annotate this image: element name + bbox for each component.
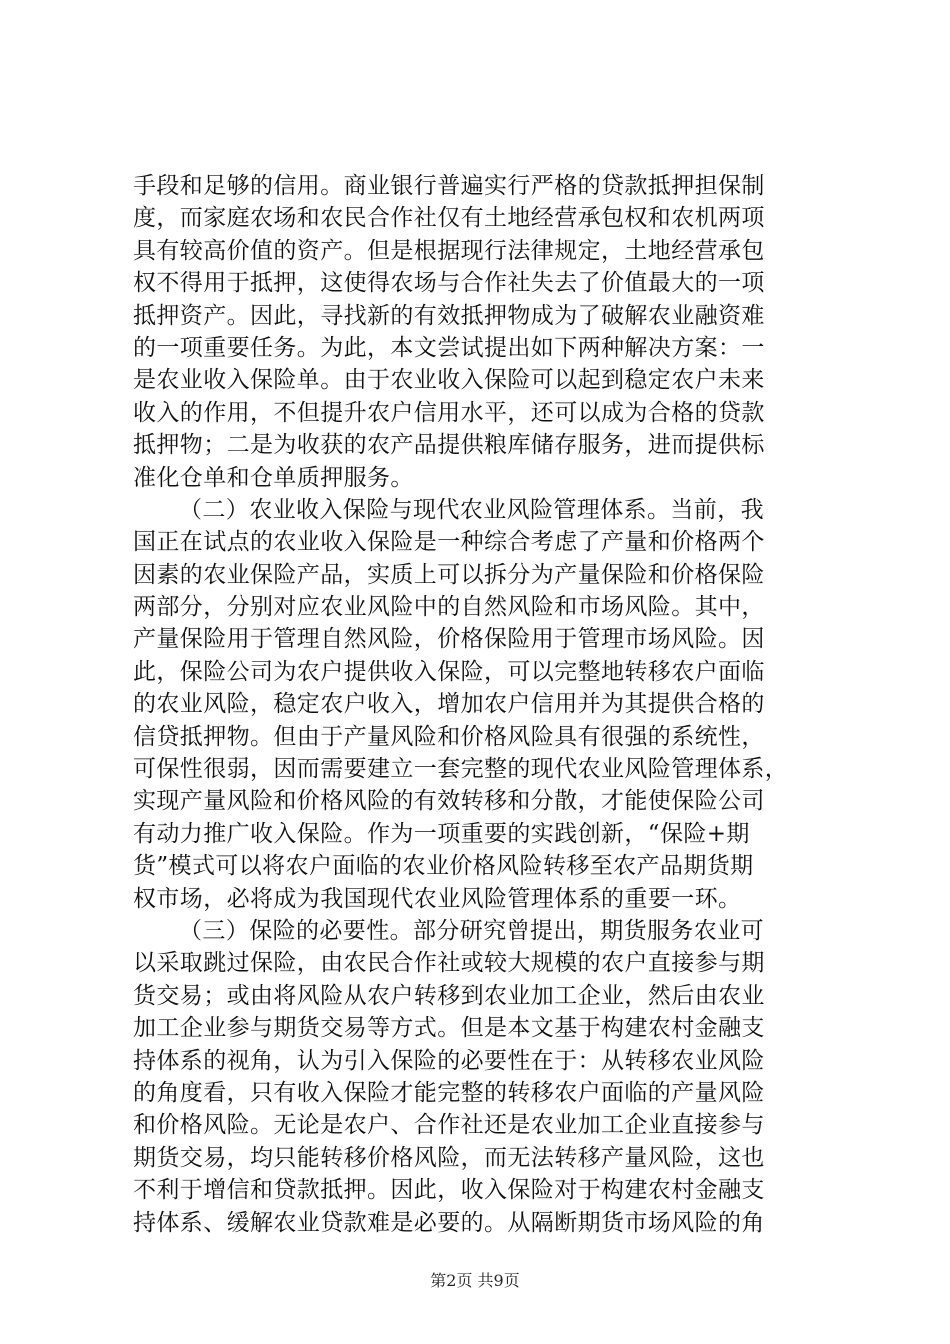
text-line: 具有较高价值的资产。但是根据现行法律规定，土地经营承包 [133,237,765,264]
text-line: 加工企业参与期货交易等方式。但是本文基于构建农村金融支 [133,1015,765,1042]
text-line: 的一项重要任务。为此，本文尝试提出如下两种解决方案：一 [133,334,765,361]
text-line: 实现产量风险和价格风险的有效转移和分散，才能使保险公司 [133,788,765,815]
paragraph-start-line: （三）保险的必要性。部分研究曾提出，期货服务农业可 [179,917,764,944]
text-line: 和价格风险。无论是农户、合作社还是农业加工企业直接参与 [133,1112,765,1139]
text-line: 持体系的视角，认为引入保险的必要性在于：从转移农业风险 [133,1047,765,1074]
text-line: 手段和足够的信用。商业银行普遍实行严格的贷款抵押担保制 [133,173,765,199]
paragraph-start-line: （二）农业收入保险与现代农业风险管理体系。当前，我 [179,496,764,523]
text-line: 信贷抵押物。但由于产量风险和价格风险具有很强的系统性， [133,723,765,750]
text-line: 的农业风险，稳定农户收入，增加农户信用并为其提供合格的 [133,691,765,718]
text-line: 产量保险用于管理自然风险，价格保险用于管理市场风险。因 [133,626,765,653]
text-line: 度，而家庭农场和农民合作社仅有土地经营承包权和农机两项 [133,205,765,232]
text-line: 期货交易，均只能转移价格风险，而无法转移产量风险，这也 [133,1144,765,1171]
text-line: 两部分，分别对应农业风险中的自然风险和市场风险。其中， [133,594,765,621]
text-line: 抵押资产。因此，寻找新的有效抵押物成为了破解农业融资难 [133,302,765,329]
text-line: 可保性很弱，因而需要建立一套完整的现代农业风险管理体系， [133,756,789,783]
text-line: 抵押物；二是为收获的农产品提供粮库储存服务，进而提供标 [133,432,765,459]
text-line: 因素的农业保险产品，实质上可以拆分为产量保险和价格保险 [133,561,765,588]
text-line: 收入的作用，不但提升农户信用水平，还可以成为合格的贷款 [133,399,765,426]
text-line: 权市场，必将成为我国现代农业风险管理体系的重要一环。 [133,885,742,912]
text-line: 有动力推广收入保险。作为一项重要的实践创新，“保险+期 [133,820,750,847]
text-line: 的角度看，只有收入保险才能完整的转移农户面临的产量风险 [133,1079,765,1106]
text-line: 货交易；或由将风险从农户转移到农业加工企业，然后由农业 [133,982,765,1009]
text-line: 国正在试点的农业收入保险是一种综合考虑了产量和价格两个 [133,529,765,556]
text-line: 准化仓单和仓单质押服务。 [133,464,414,491]
text-line: 权不得用于抵押，这使得农场与合作社失去了价值最大的一项 [133,270,765,297]
text-line: 持体系、缓解农业贷款难是必要的。从隔断期货市场风险的角 [133,1209,765,1236]
text-line: 货”模式可以将农户面临的农业价格风险转移至农产品期货期 [133,853,754,880]
text-line: 此，保险公司为农户提供收入保险，可以完整地转移农户面临 [133,658,765,685]
text-line: 是农业收入保险单。由于农业收入保险可以起到稳定农户未来 [133,367,765,394]
page-footer: 第2页 共9页 [430,1271,520,1290]
text-line: 不利于增信和贷款抵押。因此，收入保险对于构建农村金融支 [133,1177,765,1204]
text-line: 以采取跳过保险，由农民合作社或较大规模的农户直接参与期 [133,950,765,977]
body-text [133,170,833,1239]
